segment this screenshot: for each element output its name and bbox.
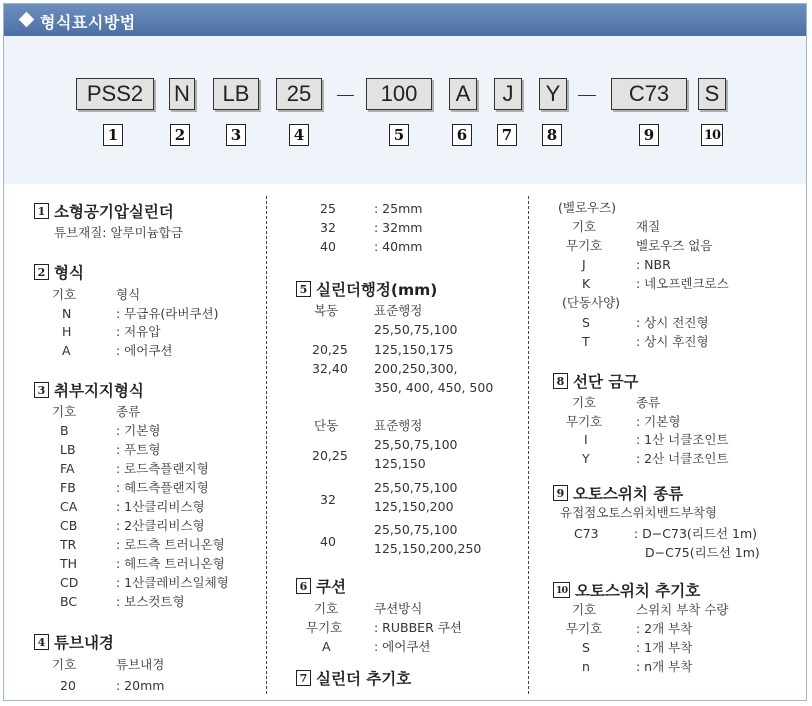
column-header: 기호 <box>572 395 597 410</box>
code-symbol: N <box>62 306 72 321</box>
code-description: : 푸트형 <box>116 442 161 457</box>
stroke-values: 125,150 <box>374 456 426 471</box>
code-box-stroke: 100 <box>366 78 432 110</box>
stroke-values: 125,150,200 <box>374 499 454 514</box>
code-box-series: PSS2 <box>76 78 154 110</box>
section-number: 7 <box>296 670 311 686</box>
header-title: 형식표시방법 <box>40 13 136 32</box>
switch-type-note: 유접점오토스위치밴드부착형 <box>560 505 717 520</box>
code-symbol: S <box>582 640 590 655</box>
code-symbol: TH <box>60 556 78 571</box>
code-symbol: n <box>582 659 590 674</box>
column-header: 단동 <box>314 418 339 433</box>
code-number: 6 <box>452 124 472 146</box>
code-box-cushion: A <box>449 78 477 110</box>
code-description: : 32mm <box>374 220 423 235</box>
code-description: 벨로우즈 없음 <box>636 238 713 253</box>
section-2-title: 2 형식 <box>34 261 84 283</box>
column-header: 기호 <box>52 287 77 302</box>
code-symbol: B <box>60 423 69 438</box>
code-symbol: J <box>582 257 586 272</box>
code-symbol: CD <box>60 575 79 590</box>
column-divider <box>266 196 267 694</box>
column-header: 형식 <box>116 287 141 302</box>
code-description: : 1개 부착 <box>636 640 693 655</box>
bore-size: 20,25 <box>312 448 348 463</box>
column-header: 기호 <box>52 657 77 672</box>
code-description: : 2산클리비스형 <box>116 518 205 533</box>
section-7-title: 7 실린더 추기호 <box>296 667 411 689</box>
stroke-values: 25,50,75,100 <box>374 522 458 537</box>
code-description: : 무급유(라버쿠션) <box>116 306 219 321</box>
code-symbol: K <box>582 276 591 291</box>
code-symbol: A <box>62 343 71 358</box>
section-number: 10 <box>553 582 570 598</box>
code-symbol: FB <box>60 480 76 495</box>
code-description: : 2산 너클조인트 <box>636 451 729 466</box>
section-number: 9 <box>553 485 568 501</box>
column-header: 표준행정 <box>374 418 423 433</box>
code-description: : 상시 전진형 <box>636 315 709 330</box>
bore-size: 32,40 <box>312 361 348 376</box>
section-number: 8 <box>553 373 568 389</box>
code-symbol: 무기호 <box>566 414 603 429</box>
section-10-title: 10 오토스위치 추기호 <box>553 579 700 601</box>
section-8-title: 8 선단 금구 <box>553 370 638 392</box>
section-number: 6 <box>296 578 311 594</box>
code-box-suffix: J <box>494 78 522 110</box>
column-divider <box>528 196 529 694</box>
code-description: : 상시 후진형 <box>636 334 709 349</box>
code-symbol: Y <box>582 451 590 466</box>
bore-size: 20,25 <box>312 342 348 357</box>
section-3-title: 3 취부지지형식 <box>34 379 144 401</box>
code-number: 2 <box>170 124 190 146</box>
single-acting-label: (단동사양) <box>562 295 621 310</box>
code-description: : 로드측 트러니온형 <box>116 537 225 552</box>
stroke-values: 125,150,175 <box>374 342 454 357</box>
code-number: 1 <box>103 124 123 146</box>
code-symbol: H <box>62 324 72 339</box>
column-header: 표준행정 <box>374 303 423 318</box>
bore-size: 32 <box>320 492 336 507</box>
code-symbol: LB <box>60 442 76 457</box>
column-header: 쿠션방식 <box>374 601 423 616</box>
code-description: : 헤드측 트러니온형 <box>116 556 225 571</box>
code-description: D−C75(리드선 1m) <box>645 545 760 560</box>
code-number: 8 <box>542 124 562 146</box>
code-symbol: CB <box>60 518 78 533</box>
code-description: : 에어쿠션 <box>116 343 173 358</box>
section-5-title: 5 실린더행정(mm) <box>296 278 437 300</box>
code-symbol: BC <box>60 594 78 609</box>
bellows-label: (벨로우즈) <box>558 200 617 215</box>
code-description: : RUBBER 쿠션 <box>374 620 462 635</box>
code-description: : 25mm <box>374 201 423 216</box>
code-symbol: 무기호 <box>566 621 603 636</box>
code-box-rod-end: Y <box>539 78 567 110</box>
code-number: 4 <box>289 124 309 146</box>
code-dash <box>337 95 354 96</box>
column-header: 기호 <box>572 602 597 617</box>
section-4-title: 4 튜브내경 <box>34 631 114 653</box>
diamond-icon <box>19 12 35 28</box>
column-header: 종류 <box>116 404 141 419</box>
code-description: : 네오프렌크로스 <box>636 276 729 291</box>
stroke-values: 25,50,75,100 <box>374 437 458 452</box>
column-header: 복동 <box>314 303 339 318</box>
code-description: : 40mm <box>374 239 423 254</box>
section-number: 5 <box>296 281 311 297</box>
code-symbol: 무기호 <box>306 620 343 635</box>
code-description: : 1산클리비스형 <box>116 499 205 514</box>
code-number: 3 <box>226 124 246 146</box>
code-symbol: TR <box>60 537 77 552</box>
column-header: 기호 <box>52 404 77 419</box>
stroke-values: 350, 400, 450, 500 <box>374 380 494 395</box>
code-symbol: 40 <box>320 239 336 254</box>
code-symbol: 25 <box>320 201 336 216</box>
tube-material-note: 튜브재질: 알루미늄합금 <box>54 225 183 240</box>
code-description: : 기본형 <box>116 423 161 438</box>
code-box-switch-qty: S <box>698 78 726 110</box>
code-number: 7 <box>497 124 517 146</box>
code-description: : D−C73(리드선 1m) <box>634 526 757 541</box>
code-description: : NBR <box>636 257 671 272</box>
bore-size: 40 <box>320 534 336 549</box>
section-number: 1 <box>34 203 49 219</box>
code-description: : 헤드측플랜지형 <box>116 480 209 495</box>
stroke-values: 200,250,300, <box>374 361 458 376</box>
code-symbol: 무기호 <box>566 238 603 253</box>
code-number: 10 <box>701 124 723 146</box>
code-description: : 기본형 <box>636 414 681 429</box>
code-box-switch: C73 <box>611 78 687 110</box>
column-header: 스위치 부착 수량 <box>636 602 729 617</box>
code-box-type: N <box>169 78 195 110</box>
code-symbol: I <box>584 432 588 447</box>
code-description: : 에어쿠션 <box>374 639 431 654</box>
code-description: : 저유압 <box>116 324 161 339</box>
code-number: 5 <box>389 124 409 146</box>
stroke-values: 25,50,75,100 <box>374 480 458 495</box>
stroke-values: 125,150,200,250 <box>374 541 482 556</box>
stroke-values: 25,50,75,100 <box>374 322 458 337</box>
code-description: : 20mm <box>116 678 165 693</box>
code-symbol: CA <box>60 499 78 514</box>
code-description: : 1산 너클조인트 <box>636 432 729 447</box>
section-1-title: 1 소형공기압실린더 <box>34 200 174 222</box>
code-description: : 보스컷트형 <box>116 594 185 609</box>
section-6-title: 6 쿠션 <box>296 575 346 597</box>
code-symbol: S <box>582 315 590 330</box>
code-box-bore: 25 <box>276 78 322 110</box>
code-symbol: 32 <box>320 220 336 235</box>
code-symbol: 20 <box>60 678 76 693</box>
code-description: : n개 부착 <box>636 659 693 674</box>
section-number: 2 <box>34 264 49 280</box>
column-header: 재질 <box>636 219 661 234</box>
code-symbol: T <box>582 334 590 349</box>
code-description: : 2개 부착 <box>636 621 693 636</box>
code-description: : 1산클레비스일체형 <box>116 575 229 590</box>
section-number: 3 <box>34 382 49 398</box>
column-header: 기호 <box>314 601 339 616</box>
code-symbol: A <box>322 639 331 654</box>
code-number: 9 <box>639 124 659 146</box>
column-header: 튜브내경 <box>116 657 165 672</box>
section-number: 4 <box>34 634 49 650</box>
column-header: 종류 <box>636 395 661 410</box>
section-9-title: 9 오토스위치 종류 <box>553 482 683 504</box>
code-symbol: C73 <box>574 526 599 541</box>
code-box-mounting: LB <box>213 78 259 110</box>
column-header: 기호 <box>572 219 597 234</box>
code-dash <box>578 95 596 96</box>
model-code-panel <box>4 36 806 184</box>
section-header <box>4 4 806 36</box>
code-symbol: FA <box>60 461 75 476</box>
code-description: : 로드측플랜지형 <box>116 461 209 476</box>
